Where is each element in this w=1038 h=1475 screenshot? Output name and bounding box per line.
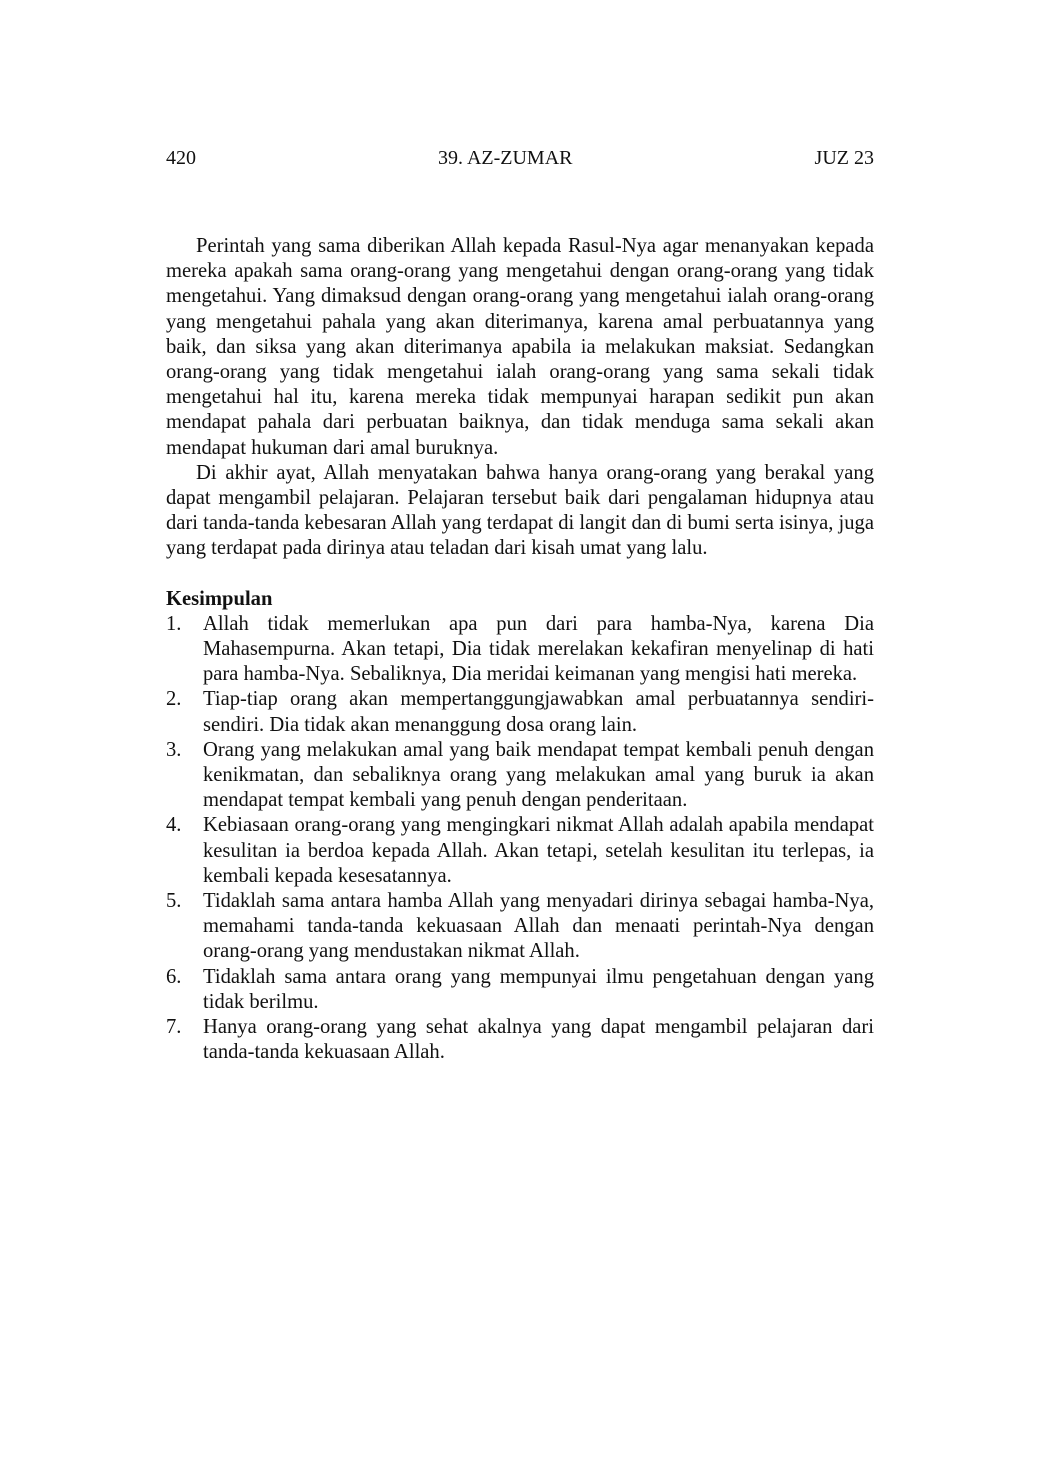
paragraph-1: Perintah yang sama diberikan Allah kepada Rasul-Nya agar menanyakan kepada mereka apakah sama orang-orang yang mengetahui dengan orang-orang yang tidak mengetahui. Yang dimaksud dengan orang-orang yang mengetahui ialah orang-orang yang mengetahui pahala yang akan diterimanya, karena amal perbuatannya yang baik, dan siksa yang akan diterimanya apabila ia melakukan maksiat. Sedangkan orang-orang yang tidak mengetahui ialah orang-orang yang sama sekali tidak mengetahui hal itu, karena mereka tidak mempunyai harapan sedikit pun akan mendapat pahala dari perbuatan baiknya, dan tidak menduga sama sekali akan mendapat hukuman dari amal buruknya. <box>166 235 874 459</box>
list-item-number: 3. <box>166 738 182 761</box>
paragraph-2: Di akhir ayat, Allah menyatakan bahwa hanya orang-orang yang berakal yang dapat mengambil pelajaran. Pelajaran tersebut baik dari pengalaman hidupnya atau dari tanda-tanda kebesaran Allah yang terdapat di langit dan di bumi serta isinya, juga yang terdapat pada dirinya atau teladan dari kisah umat yang lalu. <box>166 461 874 560</box>
conclusion-list <box>166 612 874 1066</box>
list-item-text: Orang yang melakukan amal yang baik mendapat tempat kembali penuh dengan kenikmatan, dan sebaliknya orang yang melakukan amal yang buruk ia akan mendapat tempat kembali yang penuh dengan penderitaan. <box>203 738 874 812</box>
list-item <box>166 612 874 688</box>
list-item <box>166 889 874 965</box>
juz-label: JUZ 23 <box>814 147 874 169</box>
list-item-number: 2. <box>166 688 182 711</box>
page-number: 420 <box>166 147 196 169</box>
list-item-number: 4. <box>166 814 182 837</box>
list-item <box>166 813 874 889</box>
list-item-number: 5. <box>166 890 182 913</box>
surah-title: 39. AZ-ZUMAR <box>438 147 573 169</box>
list-item <box>166 738 874 814</box>
list-item-number: 7. <box>166 1016 182 1039</box>
list-item-number: 1. <box>166 612 182 635</box>
list-item-text: Allah tidak memerlukan apa pun dari para hamba-Nya, karena Dia Mahasempurna. Akan tetapi, Dia tidak merelakan kekafiran menyelinap di hati para hamba-Nya. Sebaliknya, Dia meridai keimanan yang mengisi hati mereka. <box>203 612 874 686</box>
running-header <box>166 146 874 170</box>
conclusion-heading: Kesimpulan <box>166 587 273 610</box>
list-item-text: Tiap-tiap orang akan mempertanggungjawabkan amal perbuatannya sendiri-sendiri. Dia tidak akan menanggung dosa orang lain. <box>203 688 874 736</box>
body-text <box>166 234 874 1066</box>
list-item <box>166 1015 874 1065</box>
list-item-text: Tidaklah sama antara orang yang mempunyai ilmu pengetahuan dengan yang tidak berilmu. <box>203 965 874 1013</box>
list-item-text: Hanya orang-orang yang sehat akalnya yang dapat mengambil pelajaran dari tanda-tanda kekuasaan Allah. <box>203 1016 874 1064</box>
list-item-number: 6. <box>166 965 182 988</box>
list-item <box>166 965 874 1015</box>
list-item <box>166 687 874 737</box>
list-item-text: Tidaklah sama antara hamba Allah yang menyadari dirinya sebagai hamba-Nya, memahami tanda-tanda kekuasaan Allah dan menaati perintah-Nya dengan orang-orang yang mendustakan nikmat Allah. <box>203 890 874 963</box>
list-item-text: Kebiasaan orang-orang yang mengingkari nikmat Allah adalah apabila mendapat kesulitan ia berdoa kepada Allah. Akan tetapi, setelah kesulitan itu terlepas, ia kembali kepada kesesatannya. <box>203 814 874 887</box>
document-page <box>166 146 874 1066</box>
